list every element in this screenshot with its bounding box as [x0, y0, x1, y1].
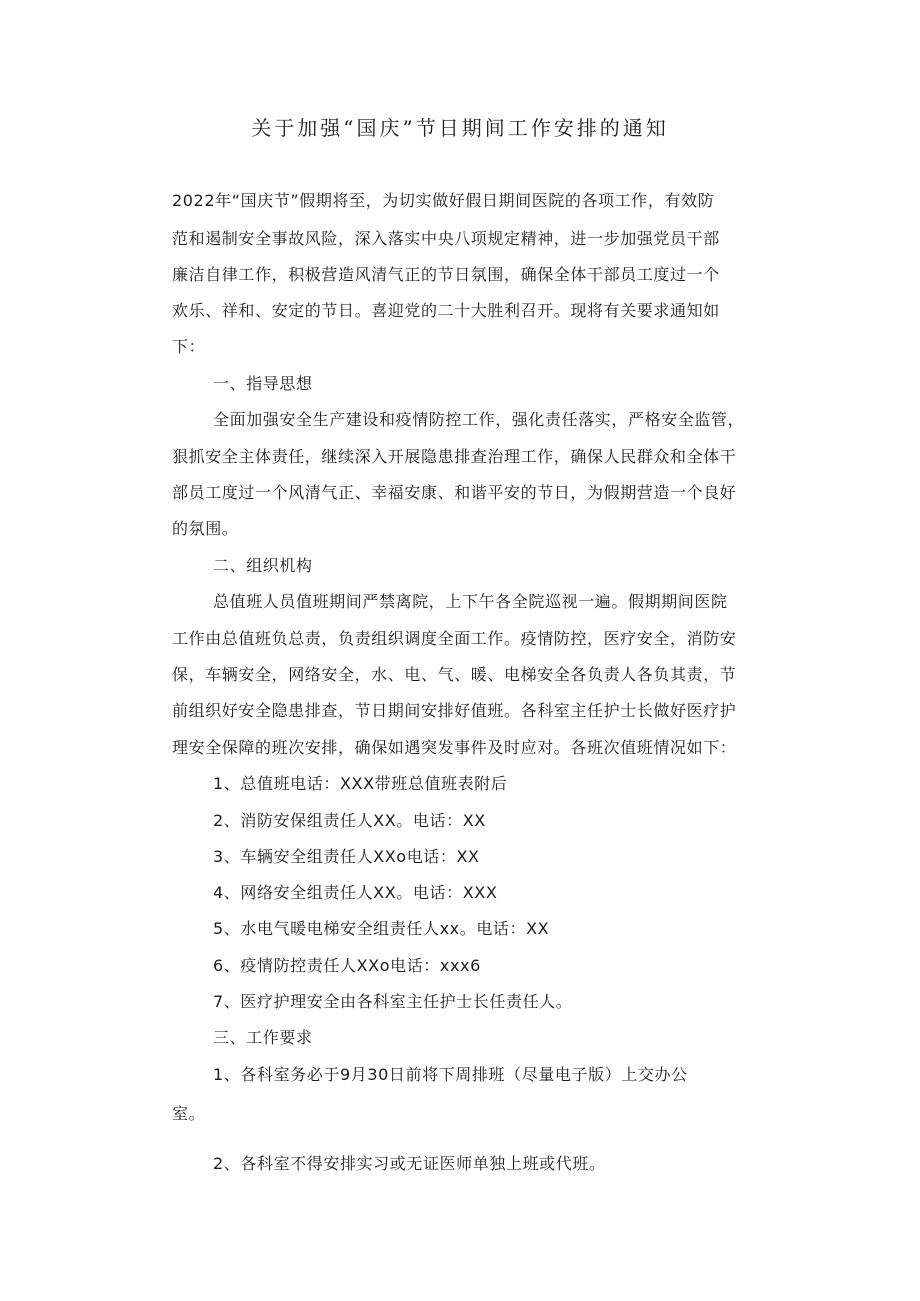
duty-list-item: 1、总值班电话：XXX带班总值班表附后: [213, 774, 508, 793]
section2-line: 理安全保障的班次安排，确保如遇突发事件及时应对。各班次值班情况如下：: [172, 738, 737, 757]
duty-list-item: 3、车辆安全组责任人XXo电话：XX: [213, 847, 480, 866]
section1-line: 全面加强安全生产建设和疫情防控工作，强化责任落实，严格安全监管，: [213, 410, 745, 429]
duty-list-item: 7、医疗护理安全由各科室主任护士长任责任人。: [213, 992, 573, 1011]
section-heading-requirements: 三、工作要求: [213, 1028, 313, 1047]
section1-line: 部员工度过一个风清气正、幸福安康、和谐平安的节日，为假期营造一个良好: [172, 483, 737, 502]
section1-line: 的氛围。: [172, 519, 239, 538]
intro-line: 范和遏制安全事故风险，深入落实中央八项规定精神，进一步加强党员干部: [172, 229, 720, 248]
duty-list-item: 5、水电气暖电梯安全组责任人xx。电话：XX: [213, 919, 550, 938]
section-heading-organization: 二、组织机构: [213, 556, 313, 575]
duty-list-item: 2、消防安保组责任人XX。电话：XX: [213, 811, 486, 830]
section1-line: 狠抓安全主体责任，继续深入开展隐患排查治理工作，确保人民群众和全体干: [172, 447, 737, 466]
intro-line: 下：: [172, 337, 206, 356]
section-heading-guiding-thought: 一、指导思想: [213, 374, 313, 393]
intro-line: 欢乐、祥和、安定的节日。喜迎党的二十大胜利召开。现将有关要求通知如: [172, 301, 720, 320]
section2-line: 保，车辆安全，网络安全，水、电、气、暖、电梯安全各负责人各负其责，节: [172, 665, 737, 684]
intro-line: 2022年“国庆节”假期将至，为切实做好假日期间医院的各项工作，有效防: [172, 191, 715, 210]
requirement-item: 1、各科室务必于9月30日前将下周排班（尽量电子版）上交办公: [213, 1065, 688, 1084]
section2-line: 前组织好安全隐患排查，节日期间安排好值班。各科室主任护士长做好医疗护: [172, 701, 737, 720]
intro-line: 廉洁自律工作，积极营造风清气正的节日氛围，确保全体干部员工度过一个: [172, 265, 720, 284]
requirement-item-continuation: 室。: [172, 1104, 206, 1123]
document-title: 关于加强“国庆”节日期间工作安排的通知: [251, 116, 669, 140]
section2-line: 工作由总值班负总责，负责组织调度全面工作。疫情防控，医疗安全，消防安: [172, 629, 737, 648]
section2-line: 总值班人员值班期间严禁离院，上下午各全院巡视一遍。假期期间医院: [213, 592, 728, 611]
duty-list-item: 6、疫情防控责任人XXo电话：xxx6: [213, 956, 481, 975]
duty-list-item: 4、网络安全组责任人XX。电话：XXX: [213, 883, 498, 902]
requirement-item: 2、各科室不得安排实习或无证医师单独上班或代班。: [213, 1154, 606, 1173]
